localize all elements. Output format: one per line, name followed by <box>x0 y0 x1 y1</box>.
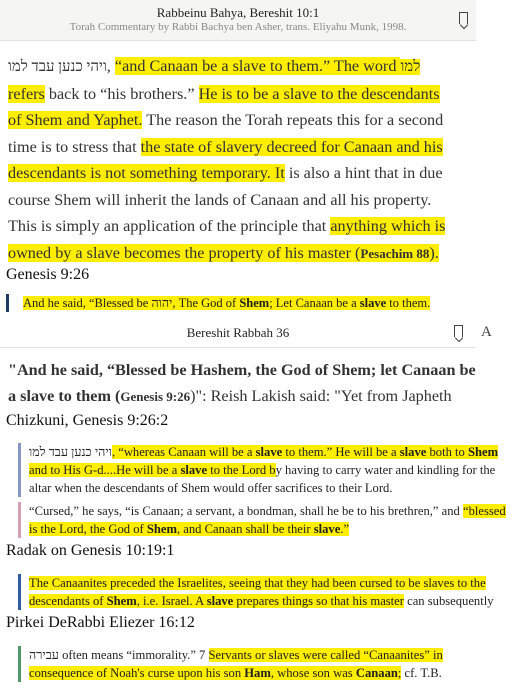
bookmark-icon[interactable] <box>454 325 463 337</box>
pirkei-quote: עבירה often means “immorality.” 7 Servants or slaves were called “Canaanites” in consequence of Noah's curse upon his son Ham, whose son was Canaan; cf. T.B. <box>18 646 499 682</box>
bookmark-icon[interactable] <box>459 12 468 24</box>
rabbah-title: Bereshit Rabbah 36 <box>186 325 290 340</box>
radak-quote: The Canaanites preceded the Israelites, seeing that they had been cursed to be slaves to the descendants of Shem, i.e. Israel. A slave prepares things so that his master can subsequently <box>18 574 509 610</box>
rabbah-header <box>0 317 476 348</box>
genesis-ref-title[interactable]: Genesis 9:26 <box>6 266 90 283</box>
chizkuni-quote-2: “Cursed,” he says, “is Canaan; a servant, a bondman, shall he be to his brethren,” and “blessed is the Lord, the God of Shem, and Canaan shall be their slave.” <box>18 502 507 538</box>
hebrew-phrase: ויהי כנען עבד למו <box>8 59 107 75</box>
font-size-button[interactable]: A <box>481 324 492 340</box>
bahya-subtitle: Torah Commentary by Rabbi Bachya ben Asher, trans. Eliyahu Munk, 1998. <box>69 21 407 33</box>
radak-ref-title[interactable]: Radak on Genesis 10:19:1 <box>6 542 175 559</box>
citation-link[interactable]: Pesachim 88 <box>360 245 430 261</box>
chizkuni-ref-title[interactable]: Chizkuni, Genesis 9:26:2 <box>6 412 169 429</box>
chizkuni-quote: ויהי כנען עבד למו, “whereas Canaan will be a slave to them.” He will be a slave both to Shem and to His G-d....He will be a slave to the Lord by having to carry water and kindling for the altar when the descendants of Shem would offer sacrifices to their Lord. <box>18 443 507 497</box>
bahya-header <box>0 0 476 41</box>
rabbah-text: "And he said, “Blessed be Hashem, the God of Shem; let Canaan be a slave to them (Genesis 9:26)": Reish Lakish said: "Yet from Japheth <box>8 361 476 405</box>
bahya-text: ויהי כנען עבד למו, “and Canaan be a slave to them.” The word למו refers back to “his brothers.” He is to be a slave to the descendants of Shem and Yaphet. The reason the Torah repeats this for a second time is to stress that the state of slavery decreed for Canaan and his descendants is not something temporary. It is also a hint that in due course Shem will inherit the lands of Canaan and all his property. This is simply an application of the principle that anything which is owned by a slave becomes the property of his master (Pesachim 88). <box>8 57 446 262</box>
bahya-title: Rabbeinu Bahya, Bereshit 10:1 <box>156 5 320 20</box>
citation-link[interactable]: Genesis 9:26 <box>120 389 191 404</box>
pirkei-ref-title[interactable]: Pirkei DeRabbi Eliezer 16:12 <box>6 614 195 631</box>
genesis-verse: And he said, “Blessed be יהוה, The God of Shem; Let Canaan be a slave to them. <box>6 294 430 312</box>
